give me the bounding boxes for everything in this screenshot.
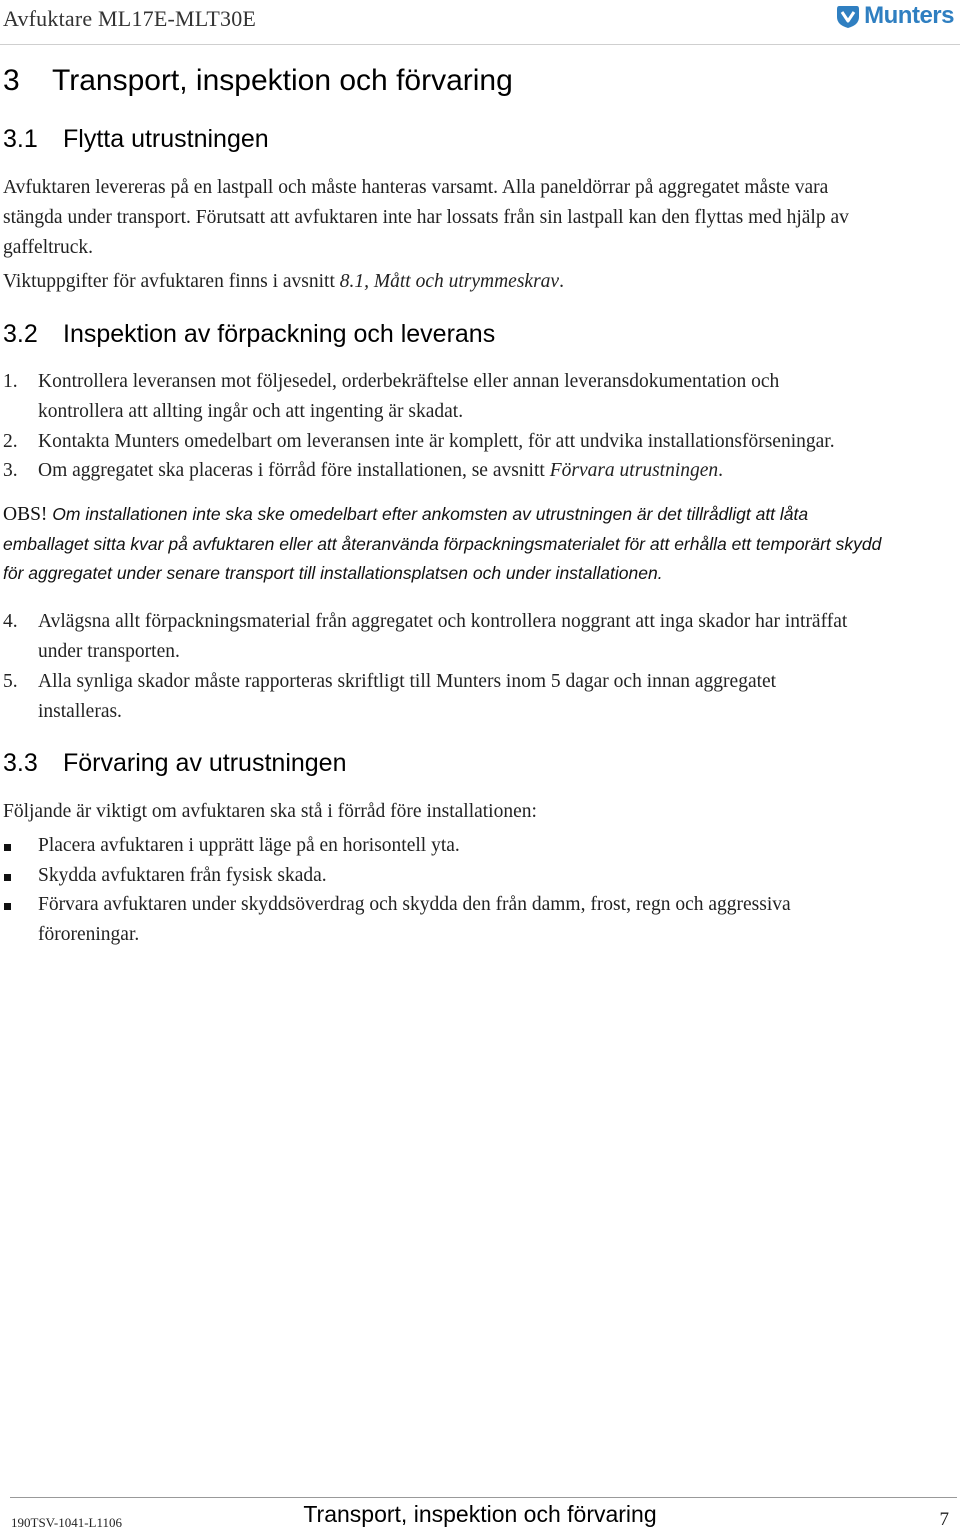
text-span: Om installationen inte ska ske omedelbart efter ankomsten av utrustningen är det tillrådligt att låta	[47, 504, 809, 524]
brand-name: Munters	[864, 2, 954, 29]
footer-chapter-title: Transport, inspektion och förvaring	[303, 1501, 657, 1527]
text-line: Förvara avfuktaren under skyddsöverdrag och skydda den från damm, frost, regn och aggressiva	[38, 894, 791, 915]
section-reference: 8.1, Mått och utrymmeskrav	[339, 271, 560, 292]
obs-label: OBS!	[3, 504, 48, 525]
text-line: föroreningar.	[38, 924, 140, 945]
text-line	[3, 500, 958, 530]
list-number: 2.	[3, 431, 18, 452]
section-number: 3.1	[3, 125, 38, 153]
bullet-text	[38, 890, 958, 950]
list-text	[38, 367, 958, 427]
section-3-heading	[3, 64, 513, 98]
paragraph-weight-reference	[3, 267, 958, 297]
text-line: under transporten.	[38, 641, 180, 662]
section-3-3-heading	[3, 749, 346, 778]
list-text	[38, 667, 958, 727]
text-line: emballaget sitta kvar på avfuktaren eller att återanvända förpackningsmaterialet för att erhålla ett temporärt skydd	[3, 533, 882, 554]
document-code: 190TSV-1041-L1106	[11, 1515, 122, 1530]
bullet-item	[3, 890, 958, 950]
list-number: 1.	[3, 371, 18, 392]
text-line: Kontrollera leveransen mot följesedel, orderbekräftelse eller annan leveransdokumentation och	[38, 371, 780, 392]
text-line: stängda under transport. Förutsatt att avfuktaren inte har lossats från sin lastpall kan den flyttas med hjälp av	[3, 207, 849, 228]
footer-divider	[10, 1497, 957, 1498]
list-number: 5.	[3, 671, 18, 692]
list-text: Kontakta Munters omedelbart om leveransen inte är komplett, för att undvika installationsförseningar.	[38, 431, 835, 452]
document-title: Avfuktare ML17E-MLT30E	[3, 6, 257, 31]
list-item	[3, 607, 958, 667]
bullet-text: Placera avfuktaren i upprätt läge på en horisontell yta.	[38, 835, 460, 856]
text-line: för aggregatet under senare transport till installationsplatsen och under installationen.	[3, 563, 663, 583]
section-title: Flytta utrustningen	[63, 125, 269, 153]
text-span: Om aggregatet ska placeras i förråd före installationen, se avsnitt	[38, 460, 550, 481]
section-3-2-heading	[3, 320, 495, 349]
bullet-text: Skydda avfuktaren från fysisk skada.	[38, 865, 327, 886]
list-item	[3, 456, 958, 486]
text-line: installeras.	[38, 701, 122, 722]
bullet-item	[3, 861, 958, 891]
bullet-marker-icon	[4, 844, 11, 851]
list-item	[3, 667, 958, 727]
section-title: Inspektion av förpackning och leverans	[63, 320, 496, 348]
list-item	[3, 367, 958, 427]
text-line: kontrollera att allting ingår och att ingenting är skadat.	[38, 401, 464, 422]
text-span: .	[559, 271, 564, 292]
section-title: Förvaring av utrustningen	[63, 749, 347, 777]
paragraph-storage-intro: Följande är viktigt om avfuktaren ska stå i förråd före installationen:	[3, 801, 537, 822]
bullet-marker-icon	[4, 903, 11, 910]
text-line: Avlägsna allt förpackningsmaterial från aggregatet och kontrollera noggrant att inga skador har inträffat	[38, 611, 848, 632]
section-number: 3	[3, 64, 20, 97]
section-title: Transport, inspektion och förvaring	[52, 64, 513, 97]
munters-logo	[835, 2, 954, 30]
text-line: gaffeltruck.	[3, 237, 94, 258]
bullet-marker-icon	[4, 874, 11, 881]
text-line: Avfuktaren levereras på en lastpall och måste hanteras varsamt. Alla paneldörrar på aggregatet måste vara	[3, 177, 829, 198]
text-span: .	[718, 460, 724, 481]
obs-note	[3, 500, 958, 589]
section-number: 3.3	[3, 749, 38, 777]
bullet-item	[3, 831, 958, 861]
section-number: 3.2	[3, 320, 38, 348]
munters-logo-icon	[835, 3, 861, 29]
paragraph-transport	[3, 173, 958, 263]
list-number: 4.	[3, 611, 18, 632]
section-reference: Förvara utrustningen	[549, 460, 719, 481]
list-text	[38, 607, 958, 667]
text-line: Alla synliga skador måste rapporteras skriftligt till Munters inom 5 dagar och innan aggregatet	[38, 671, 777, 692]
list-item	[3, 427, 958, 457]
header-divider	[0, 44, 960, 45]
list-number: 3.	[3, 460, 18, 481]
page-number: 7	[939, 1509, 949, 1530]
list-text	[38, 456, 958, 486]
section-3-1-heading	[3, 125, 269, 154]
text-span: Viktuppgifter för avfuktaren finns i avsnitt	[3, 271, 340, 292]
